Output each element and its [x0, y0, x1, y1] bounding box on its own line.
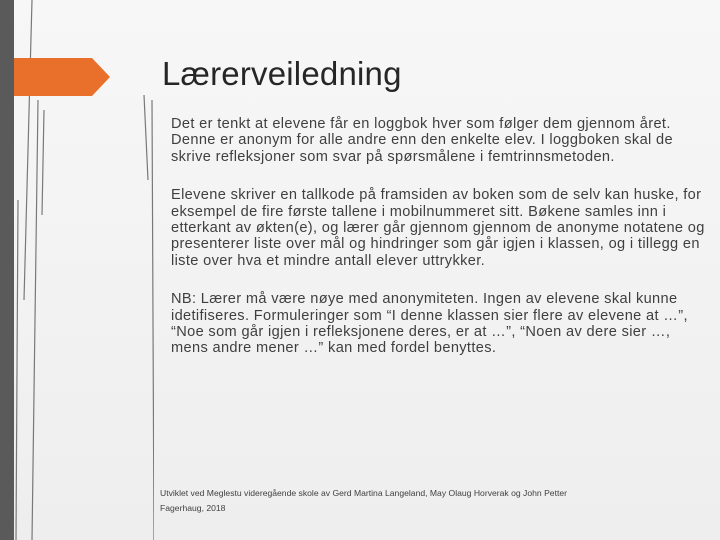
left-sidebar-bar	[0, 0, 14, 540]
title-accent-tab	[14, 58, 110, 96]
slide-title: Lærerveiledning	[162, 55, 402, 92]
slide-body	[171, 116, 707, 379]
paragraph-nb-anonymitet: NB: Lærer må være nøye med anonymiteten. Ingen av elevene skal kunne idetifiseres. Formuleringer som “I denne klassen sier flere av elevene at …”, “Noe som går igjen i refleksjonene deres, er at …”, “Noen av dere sier …, mens andre mener …” kan med fordel benyttes.	[171, 291, 688, 357]
slide-footer-credit: Utviklet ved Meglestu videregående skole av Gerd Martina Langeland, May Olaug Horverak og John Petter Fagerhaug, 2018	[160, 488, 567, 513]
paragraph-tallkode: Elevene skriver en tallkode på framsiden av boken som de selv kan huske, for eksempel de fire første tallene i mobilnummeret sitt. Bøkene samles inn i etterkant av økten(e), og lærer går gjennom gjennom de anonyme notatene og presenterer liste over mål og hindringer som går igjen i klassen, og i tillegg en liste over hva et mindre antall elever uttrykker.	[171, 187, 705, 269]
paragraph-loggbok: Det er tenkt at elevene får en loggbok hver som følger dem gjennom året. Denne er anonym for alle andre enn den enkelte elev. I loggboken skal de skrive refleksjoner som svar på spørsmålene i femtrinnsmetoden.	[171, 116, 673, 165]
